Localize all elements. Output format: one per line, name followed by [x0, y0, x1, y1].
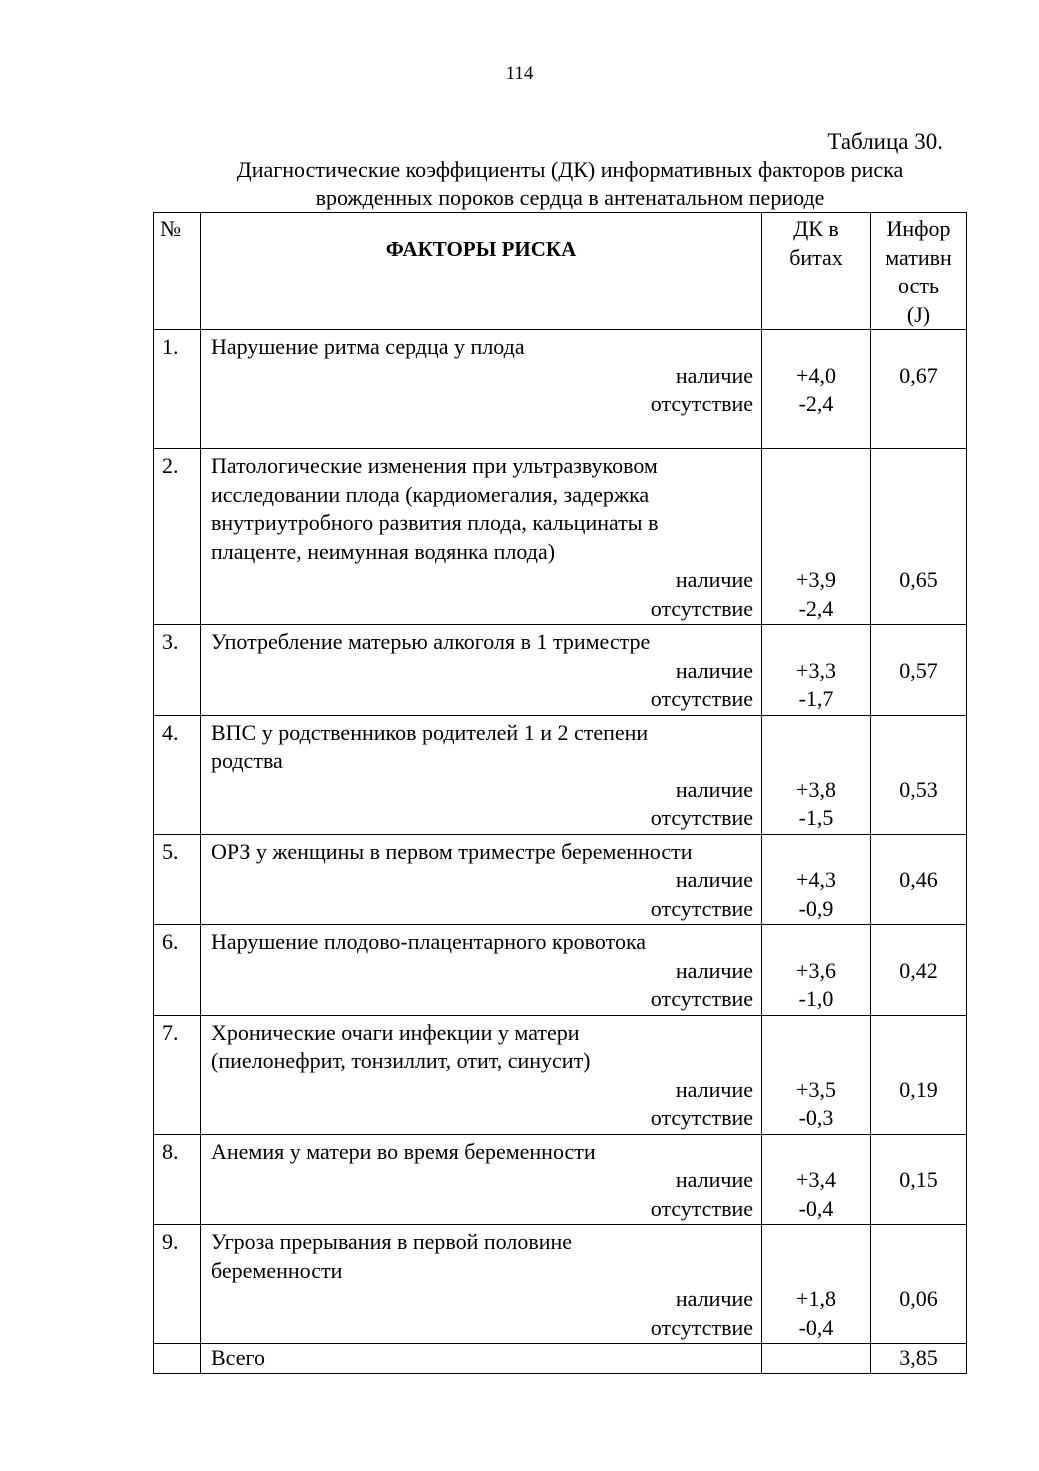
table-row [154, 625, 967, 716]
presence-label: наличие [675, 957, 753, 983]
total-row [154, 1344, 967, 1374]
blank-line [871, 1138, 966, 1167]
absence-label: отсутствие [650, 1105, 753, 1130]
table-row [154, 1015, 967, 1134]
absence-label: отсутствие [650, 895, 753, 921]
header-dk-line: ДК в [793, 216, 839, 241]
informativeness-cell [871, 330, 967, 449]
table-row [154, 1225, 967, 1344]
absence-label: отсутствие [650, 595, 753, 621]
factor-cell [201, 1225, 762, 1344]
row-number: 9. [154, 1225, 201, 1344]
dk-cell [762, 625, 871, 716]
table-label: Таблица 30. [827, 129, 943, 154]
informativeness-cell [871, 715, 967, 834]
blank-line [871, 1257, 966, 1286]
blank-line [871, 1019, 966, 1048]
row-number: 2. [154, 449, 201, 625]
blank-line [762, 481, 870, 510]
dk-presence-value: +4,3 [796, 867, 836, 892]
absence-label: отсутствие [650, 1314, 753, 1340]
blank-line [762, 333, 870, 362]
informativeness-value: 0,42 [899, 957, 938, 983]
row-number: 4. [154, 715, 201, 834]
table-row [154, 1134, 967, 1225]
factor-cell [201, 925, 762, 1016]
blank-line [871, 1047, 966, 1076]
absence-label: отсутствие [650, 686, 753, 711]
dk-presence-value: +1,8 [796, 1286, 836, 1311]
presence-label: наличие [675, 867, 753, 892]
header-dk [762, 213, 871, 330]
header-dk-line: битах [789, 244, 843, 270]
informativeness-value: 0,65 [899, 567, 938, 592]
informativeness-value: 0,53 [899, 776, 938, 802]
blank-line [871, 747, 966, 776]
table-row [154, 715, 967, 834]
table-row [154, 330, 967, 449]
table-title-line: врожденных пороков сердца в антенатальном периоде [315, 185, 825, 210]
informativeness-value: 0,19 [899, 1076, 938, 1102]
row-number: 6. [154, 925, 201, 1016]
dk-cell [762, 1015, 871, 1134]
blank-line [762, 1019, 870, 1048]
informativeness-value: 0,06 [899, 1286, 938, 1311]
header-num: № [154, 213, 201, 330]
blank-line [762, 538, 870, 567]
presence-label: наличие [675, 1167, 753, 1192]
dk-absence-value: -2,4 [798, 595, 834, 621]
dk-presence-value: +3,8 [796, 776, 836, 802]
presence-label: наличие [675, 1076, 753, 1102]
informativeness-value: 0,67 [899, 362, 938, 388]
factor-name-line: ВПС у родственников родителей 1 и 2 степени [211, 719, 649, 745]
blank-line [871, 509, 966, 538]
factor-cell [201, 834, 762, 925]
row-number: 5. [154, 834, 201, 925]
total-informativeness: 3,85 [871, 1344, 967, 1374]
factor-name-line: Угроза прерывания в первой половине [211, 1229, 573, 1254]
table-title [150, 156, 990, 212]
presence-label: наличие [675, 1286, 753, 1311]
absence-label: отсутствие [650, 805, 753, 830]
blank-line [871, 481, 966, 510]
dk-presence-value: +3,4 [796, 1167, 836, 1192]
factor-name-line: Анемия у матери во время беременности [211, 1138, 596, 1164]
total-empty-cell [154, 1344, 201, 1374]
factor-name-line: родства [211, 748, 283, 773]
informativeness-cell [871, 1015, 967, 1134]
blank-line [871, 538, 966, 567]
factor-cell [201, 330, 762, 449]
presence-label: наличие [675, 567, 753, 592]
factor-cell [201, 449, 762, 625]
blank-line [762, 1047, 870, 1076]
blank-line [762, 1257, 870, 1286]
factor-cell [201, 1134, 762, 1225]
blank-line [871, 333, 966, 362]
dk-cell [762, 1225, 871, 1344]
absence-label: отсутствие [650, 986, 753, 1011]
informativeness-cell [871, 449, 967, 625]
dk-cell [762, 834, 871, 925]
dk-cell [762, 715, 871, 834]
blank-line [871, 1228, 966, 1257]
table-title-line: Диагностические коэффициенты (ДК) информативных факторов риска [236, 157, 904, 182]
blank-line [762, 628, 870, 657]
absence-label: отсутствие [650, 1195, 753, 1221]
blank-line [871, 719, 966, 748]
factor-cell [201, 1015, 762, 1134]
informativeness-cell [871, 625, 967, 716]
informativeness-value: 0,46 [899, 867, 938, 892]
blank-line [762, 452, 870, 481]
blank-line [762, 928, 870, 957]
blank-line [871, 452, 966, 481]
dk-cell [762, 449, 871, 625]
absence-label: отсутствие [650, 391, 753, 416]
blank-line [211, 419, 753, 448]
blank-line [762, 747, 870, 776]
informativeness-cell [871, 834, 967, 925]
total-label: Всего [201, 1344, 762, 1374]
blank-line [762, 1228, 870, 1257]
dk-presence-value: +3,5 [796, 1076, 836, 1102]
factor-cell [201, 625, 762, 716]
dk-absence-value: -0,4 [798, 1195, 834, 1221]
header-info [871, 213, 967, 330]
blank-line [762, 509, 870, 538]
presence-label: наличие [675, 657, 753, 683]
factor-name-line: исследовании плода (кардиомегалия, задержка [211, 481, 650, 507]
factor-name-line: ОРЗ у женщины в первом триместре беременности [211, 838, 693, 864]
row-number: 3. [154, 625, 201, 716]
header-factor: ФАКТОРЫ РИСКА [201, 213, 762, 330]
factor-name-line: Нарушение ритма сердца у плода [211, 334, 525, 359]
presence-label: наличие [675, 776, 753, 802]
dk-presence-value: +4,0 [796, 362, 836, 388]
factor-name-line: Хронические очаги инфекции у матери [211, 1019, 580, 1045]
header-row [154, 213, 967, 330]
dk-absence-value: -2,4 [798, 391, 834, 416]
blank-line [871, 928, 966, 957]
dk-presence-value: +3,9 [796, 567, 836, 592]
header-info-line: Инфор [886, 216, 951, 241]
page-number: 114 [505, 63, 534, 84]
header-info-line: мативн [885, 244, 952, 270]
dk-absence-value: -0,4 [798, 1314, 834, 1340]
informativeness-cell [871, 1225, 967, 1344]
dk-cell [762, 330, 871, 449]
dk-cell [762, 925, 871, 1016]
factor-cell [201, 715, 762, 834]
factor-name-line: Употребление матерью алкоголя в 1 триместре [211, 629, 651, 654]
dk-absence-value: -0,3 [798, 1105, 834, 1130]
blank-line [762, 838, 870, 867]
risk-factors-table [153, 212, 967, 1374]
factor-name-line: плаценте, неимунная водянка плода) [211, 538, 556, 564]
dk-absence-value: -1,7 [798, 686, 834, 711]
table-body [154, 330, 967, 1374]
informativeness-value: 0,57 [899, 657, 938, 683]
table-row [154, 449, 967, 625]
informativeness-cell [871, 1134, 967, 1225]
dk-absence-value: -0,9 [798, 895, 834, 921]
factor-name-line: (пиелонефрит, тонзиллит, отит, синусит) [211, 1048, 591, 1073]
blank-line [762, 719, 870, 748]
blank-line [871, 838, 966, 867]
total-empty-cell [762, 1344, 871, 1374]
row-number: 8. [154, 1134, 201, 1225]
header-info-line: ость [898, 273, 939, 298]
factor-name-line: Патологические изменения при ультразвуковом [211, 453, 658, 478]
factor-name-line: Нарушение плодово-плацентарного кровотока [211, 929, 647, 954]
dk-presence-value: +3,3 [796, 657, 836, 683]
dk-absence-value: -1,0 [798, 986, 834, 1011]
dk-absence-value: -1,5 [798, 805, 834, 830]
blank-line [762, 1138, 870, 1167]
blank-line [871, 628, 966, 657]
dk-cell [762, 1134, 871, 1225]
factor-name-line: внутриутробного развития плода, кальцинаты в [211, 510, 659, 535]
presence-label: наличие [675, 362, 753, 388]
row-number: 1. [154, 330, 201, 449]
row-number: 7. [154, 1015, 201, 1134]
informativeness-cell [871, 925, 967, 1016]
table-row [154, 925, 967, 1016]
table-row [154, 834, 967, 925]
header-info-line: (J) [906, 301, 931, 327]
dk-presence-value: +3,6 [796, 957, 836, 983]
factor-name-line: беременности [211, 1257, 343, 1283]
informativeness-value: 0,15 [899, 1167, 938, 1192]
